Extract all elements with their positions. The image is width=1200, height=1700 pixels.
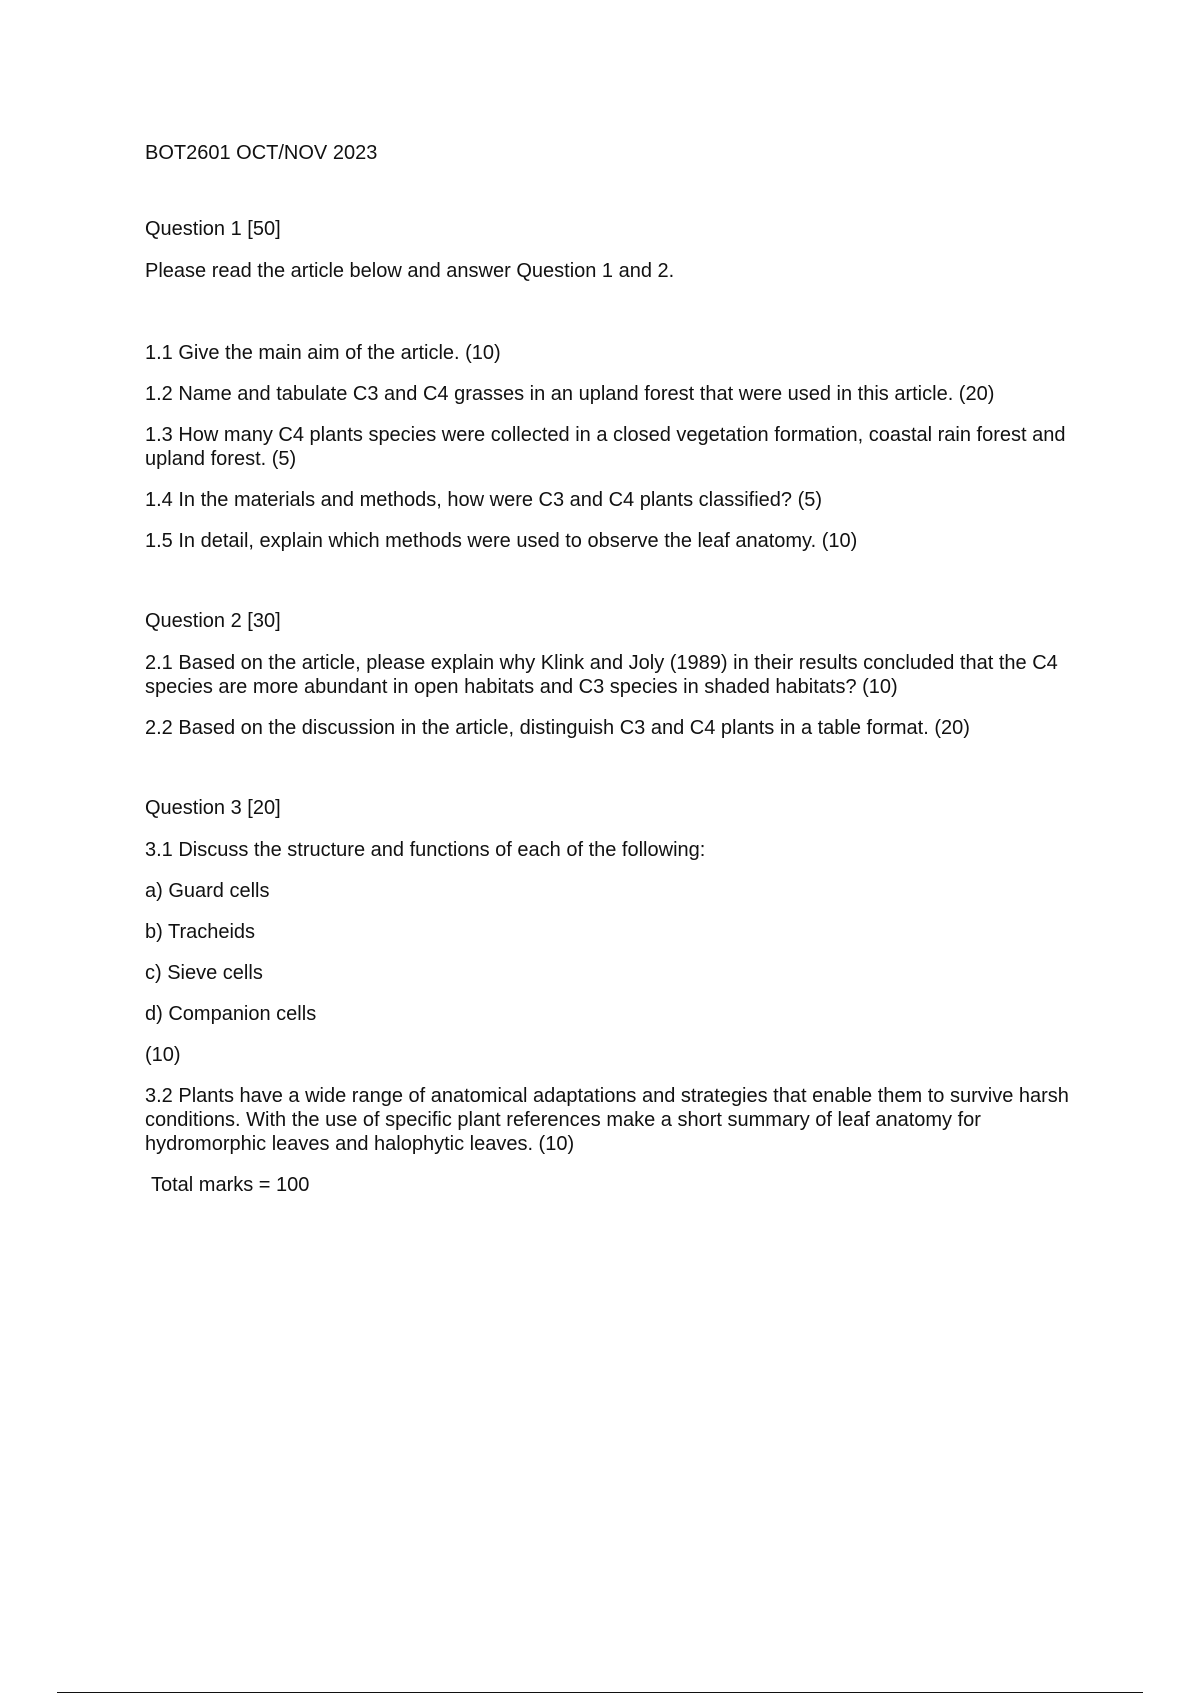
question-3-1-d: d) Companion cells xyxy=(145,1003,317,1025)
total-marks: Total marks = 100 xyxy=(151,1174,310,1196)
question-2-2: 2.2 Based on the discussion in the article, distinguish C3 and C4 plants in a table format. (20) xyxy=(145,717,970,739)
question-1-5: 1.5 In detail, explain which methods were used to observe the leaf anatomy. (10) xyxy=(145,530,858,552)
question-1-1: 1.1 Give the main aim of the article. (10) xyxy=(145,342,501,364)
question-3-1-b: b) Tracheids xyxy=(145,921,256,943)
question-1-title: Question 1 [50] xyxy=(145,218,281,240)
question-3-1: 3.1 Discuss the structure and functions of each of the following: xyxy=(145,839,706,861)
question-3-2: 3.2 Plants have a wide range of anatomical adaptations and strategies that enable them to survive harsh conditions. With the use of specific plant references make a short summary of leaf anatomy for hydromorphic leaves and halophytic leaves. (10) xyxy=(145,1085,1069,1155)
question-1-3: 1.3 How many C4 plants species were collected in a closed vegetation formation, coastal rain forest and upland forest. (5) xyxy=(145,424,1066,470)
question-1-intro: Please read the article below and answer Question 1 and 2. xyxy=(145,260,675,282)
exam-document xyxy=(145,141,1095,1197)
question-3-title: Question 3 [20] xyxy=(145,797,281,819)
question-3-1-marks: (10) xyxy=(145,1044,181,1066)
question-2-1: 2.1 Based on the article, please explain why Klink and Joly (1989) in their results concluded that the C4 species are more abundant in open habitats and C3 species in shaded habitats? (10) xyxy=(145,652,1058,698)
question-3-1-a: a) Guard cells xyxy=(145,880,270,902)
question-3-1-c: c) Sieve cells xyxy=(145,962,263,984)
course-code-header: BOT2601 OCT/NOV 2023 xyxy=(145,142,378,164)
question-2-title: Question 2 [30] xyxy=(145,610,281,632)
question-1-4: 1.4 In the materials and methods, how were C3 and C4 plants classified? (5) xyxy=(145,489,823,511)
page-bottom-rule xyxy=(57,1692,1143,1693)
question-1-2: 1.2 Name and tabulate C3 and C4 grasses in an upland forest that were used in this article. (20) xyxy=(145,383,995,405)
